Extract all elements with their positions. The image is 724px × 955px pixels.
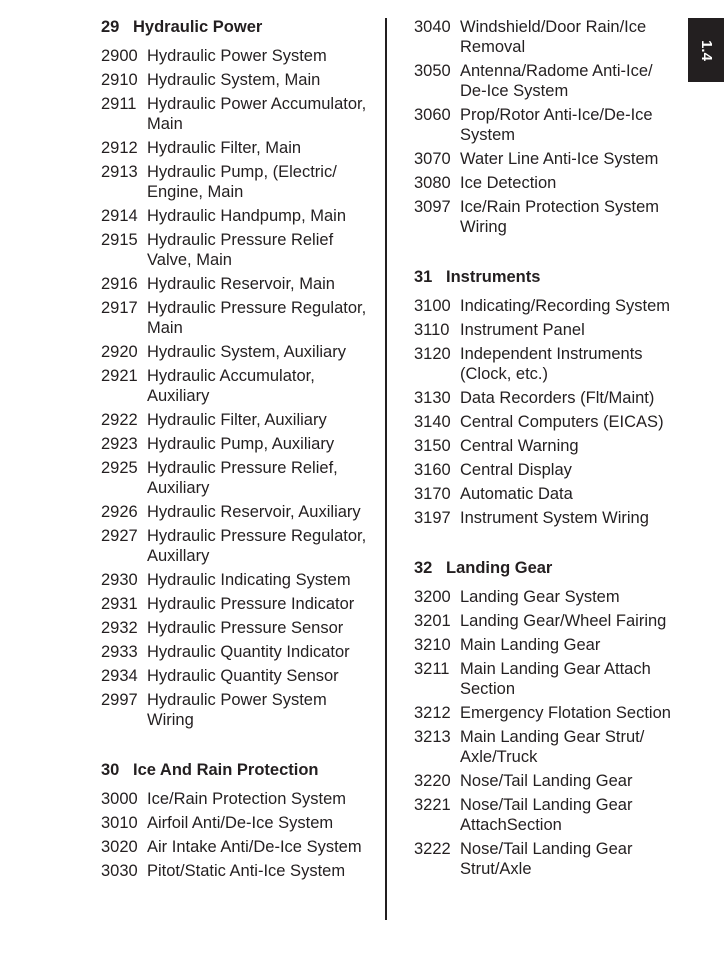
entry-row (101, 594, 376, 614)
entry-code: 2934 (101, 667, 138, 685)
section-heading (101, 760, 376, 780)
section-number: 30 (101, 761, 120, 779)
entry-code: 2914 (101, 207, 138, 225)
entry-row (101, 94, 376, 134)
entry-title: Ice Detection (460, 174, 557, 192)
entry-title: Hydraulic Pressure Regulator, Auxillary (147, 527, 367, 565)
section-heading (101, 17, 376, 37)
entry-code: 3213 (414, 728, 451, 746)
entry-row (101, 70, 376, 90)
entry-row (101, 162, 376, 202)
section (101, 17, 376, 730)
entry-row (414, 460, 682, 480)
entry-title: Central Warning (460, 437, 579, 455)
entry-code: 3097 (414, 198, 451, 216)
entry-title: Instrument System Wiring (460, 509, 649, 527)
entry-row (101, 570, 376, 590)
entry-title: Antenna/Radome Anti-Ice/ De-Ice System (460, 62, 653, 100)
entry-row (101, 458, 376, 498)
entry-code: 3080 (414, 174, 451, 192)
entry-title: Nose/Tail Landing Gear AttachSection (460, 796, 633, 834)
entry-code: 2925 (101, 459, 138, 477)
entry-title: Hydraulic Power System Wiring (147, 691, 327, 729)
entry-code: 3040 (414, 18, 451, 36)
entry-code: 2915 (101, 231, 138, 249)
entry-title: Hydraulic Indicating System (147, 571, 351, 589)
entry-row (414, 587, 682, 607)
entry-row (414, 344, 682, 384)
entry-code: 2922 (101, 411, 138, 429)
entry-code: 2930 (101, 571, 138, 589)
section-title: Instruments (446, 268, 541, 286)
entry-row (101, 526, 376, 566)
right-column (414, 17, 682, 909)
entry-code: 3000 (101, 790, 138, 808)
entry-title: Pitot/Static Anti-Ice System (147, 862, 346, 880)
entry-row (414, 61, 682, 101)
entry-title: Hydraulic Power Accumulator, Main (147, 95, 367, 133)
section-heading (414, 558, 682, 578)
entry-row (101, 813, 376, 833)
entry-row (101, 274, 376, 294)
entry-title: Windshield/Door Rain/Ice Removal (460, 18, 647, 56)
entry-row (414, 173, 682, 193)
entry-title: Automatic Data (460, 485, 573, 503)
entry-title: Central Computers (EICAS) (460, 413, 664, 431)
entry-code: 3220 (414, 772, 451, 790)
section (101, 760, 376, 881)
entry-title: Air Intake Anti/De-Ice System (147, 838, 362, 856)
entry-row (101, 434, 376, 454)
column-divider (385, 18, 387, 920)
entry-code: 3170 (414, 485, 451, 503)
entry-code: 3030 (101, 862, 138, 880)
entry-code: 3222 (414, 840, 451, 858)
entry-title: Hydraulic Quantity Indicator (147, 643, 350, 661)
entry-title: Hydraulic Reservoir, Auxiliary (147, 503, 361, 521)
entry-code: 3197 (414, 509, 451, 527)
entry-title: Instrument Panel (460, 321, 585, 339)
entry-title: Independent Instruments (Clock, etc.) (460, 345, 643, 383)
entry-code: 3212 (414, 704, 451, 722)
section-number: 31 (414, 268, 433, 286)
section-number: 32 (414, 559, 433, 577)
entry-title: Ice/Rain Protection System (147, 790, 346, 808)
entry-code: 3070 (414, 150, 451, 168)
left-column (101, 17, 376, 911)
entry-row (101, 46, 376, 66)
entry-row (414, 484, 682, 504)
entry-code: 2911 (101, 95, 137, 113)
entry-row (101, 502, 376, 522)
entry-title: Landing Gear/Wheel Fairing (460, 612, 667, 630)
entry-title: Hydraulic Filter, Auxiliary (147, 411, 327, 429)
entry-code: 3211 (414, 660, 450, 678)
entry-title: Ice/Rain Protection System Wiring (460, 198, 659, 236)
entry-row (101, 642, 376, 662)
entry-row (414, 839, 682, 879)
entry-title: Hydraulic Pressure Relief Valve, Main (147, 231, 334, 269)
entry-title: Nose/Tail Landing Gear (460, 772, 633, 790)
section-title: Hydraulic Power (133, 18, 263, 36)
entry-title: Main Landing Gear Strut/ Axle/Truck (460, 728, 645, 766)
entry-row (101, 342, 376, 362)
entry-code: 2912 (101, 139, 138, 157)
entry-row (101, 690, 376, 730)
entry-row (101, 206, 376, 226)
entry-row (414, 508, 682, 528)
entry-row (414, 703, 682, 723)
section (414, 17, 682, 237)
entry-row (414, 635, 682, 655)
entry-code: 2913 (101, 163, 138, 181)
entry-code: 3150 (414, 437, 451, 455)
entry-code: 2931 (101, 595, 138, 613)
entry-title: Indicating/Recording System (460, 297, 671, 315)
entry-row (101, 837, 376, 857)
entry-code: 3130 (414, 389, 451, 407)
section (414, 267, 682, 528)
entry-title: Hydraulic Reservoir, Main (147, 275, 335, 293)
entry-title: Main Landing Gear Attach Section (460, 660, 651, 698)
entry-row (414, 795, 682, 835)
entry-row (101, 366, 376, 406)
entry-title: Water Line Anti-Ice System (460, 150, 659, 168)
entry-code: 3100 (414, 297, 451, 315)
entry-title: Hydraulic System, Main (147, 71, 321, 89)
entry-code: 3201 (414, 612, 451, 630)
entry-code: 2927 (101, 527, 138, 545)
entry-row (101, 298, 376, 338)
entry-row (101, 138, 376, 158)
entry-code: 2910 (101, 71, 138, 89)
entry-code: 2920 (101, 343, 138, 361)
entry-title: Airfoil Anti/De-Ice System (147, 814, 334, 832)
entry-title: Hydraulic Power System (147, 47, 327, 65)
entry-row (414, 611, 682, 631)
entry-row (101, 230, 376, 270)
chapter-tab-label: 1.4 (697, 39, 715, 61)
entry-title: Landing Gear System (460, 588, 620, 606)
entry-code: 2926 (101, 503, 138, 521)
entry-row (414, 197, 682, 237)
section-heading (414, 267, 682, 287)
entry-row (414, 727, 682, 767)
entry-code: 3020 (101, 838, 138, 856)
entry-row (414, 320, 682, 340)
section-title: Ice And Rain Protection (133, 761, 319, 779)
entry-code: 3210 (414, 636, 451, 654)
entry-code: 3140 (414, 413, 451, 431)
section-number: 29 (101, 18, 120, 36)
entry-code: 3160 (414, 461, 451, 479)
entry-code: 2933 (101, 643, 138, 661)
entry-title: Prop/Rotor Anti-Ice/De-Ice System (460, 106, 653, 144)
entry-row (414, 105, 682, 145)
entry-code: 3120 (414, 345, 451, 363)
entry-row (101, 618, 376, 638)
entry-code: 3200 (414, 588, 451, 606)
entry-row (414, 296, 682, 316)
entry-code: 3010 (101, 814, 138, 832)
entry-row (101, 861, 376, 881)
entry-title: Central Display (460, 461, 572, 479)
entry-code: 3221 (414, 796, 451, 814)
entry-code: 2917 (101, 299, 138, 317)
chapter-tab (688, 18, 724, 82)
entry-row (414, 149, 682, 169)
entry-row (101, 666, 376, 686)
entry-row (101, 789, 376, 809)
entry-title: Hydraulic Pump, Auxiliary (147, 435, 335, 453)
entry-code: 3060 (414, 106, 451, 124)
entry-code: 3050 (414, 62, 451, 80)
entry-row (414, 17, 682, 57)
entry-title: Hydraulic Quantity Sensor (147, 667, 339, 685)
entry-title: Hydraulic Pressure Sensor (147, 619, 344, 637)
entry-title: Hydraulic Handpump, Main (147, 207, 347, 225)
entry-row (414, 436, 682, 456)
entry-row (414, 388, 682, 408)
entry-title: Hydraulic Accumulator, Auxiliary (147, 367, 315, 405)
entry-code: 2997 (101, 691, 138, 709)
entry-title: Hydraulic System, Auxiliary (147, 343, 346, 361)
entry-title: Data Recorders (Flt/Maint) (460, 389, 655, 407)
entry-code: 2923 (101, 435, 138, 453)
entry-row (101, 410, 376, 430)
entry-title: Hydraulic Pressure Regulator, Main (147, 299, 367, 337)
section (414, 558, 682, 879)
entry-code: 2932 (101, 619, 138, 637)
entry-title: Nose/Tail Landing Gear Strut/Axle (460, 840, 633, 878)
entry-row (414, 659, 682, 699)
entry-code: 2900 (101, 47, 138, 65)
entry-title: Main Landing Gear (460, 636, 601, 654)
entry-row (414, 771, 682, 791)
entry-title: Hydraulic Filter, Main (147, 139, 302, 157)
entry-title: Emergency Flotation Section (460, 704, 671, 722)
entry-code: 3110 (414, 321, 450, 339)
entry-title: Hydraulic Pressure Indicator (147, 595, 355, 613)
entry-code: 2916 (101, 275, 138, 293)
entry-code: 2921 (101, 367, 138, 385)
entry-title: Hydraulic Pump, (Electric/ Engine, Main (147, 163, 337, 201)
section-title: Landing Gear (446, 559, 553, 577)
entry-row (414, 412, 682, 432)
entry-title: Hydraulic Pressure Relief, Auxiliary (147, 459, 338, 497)
